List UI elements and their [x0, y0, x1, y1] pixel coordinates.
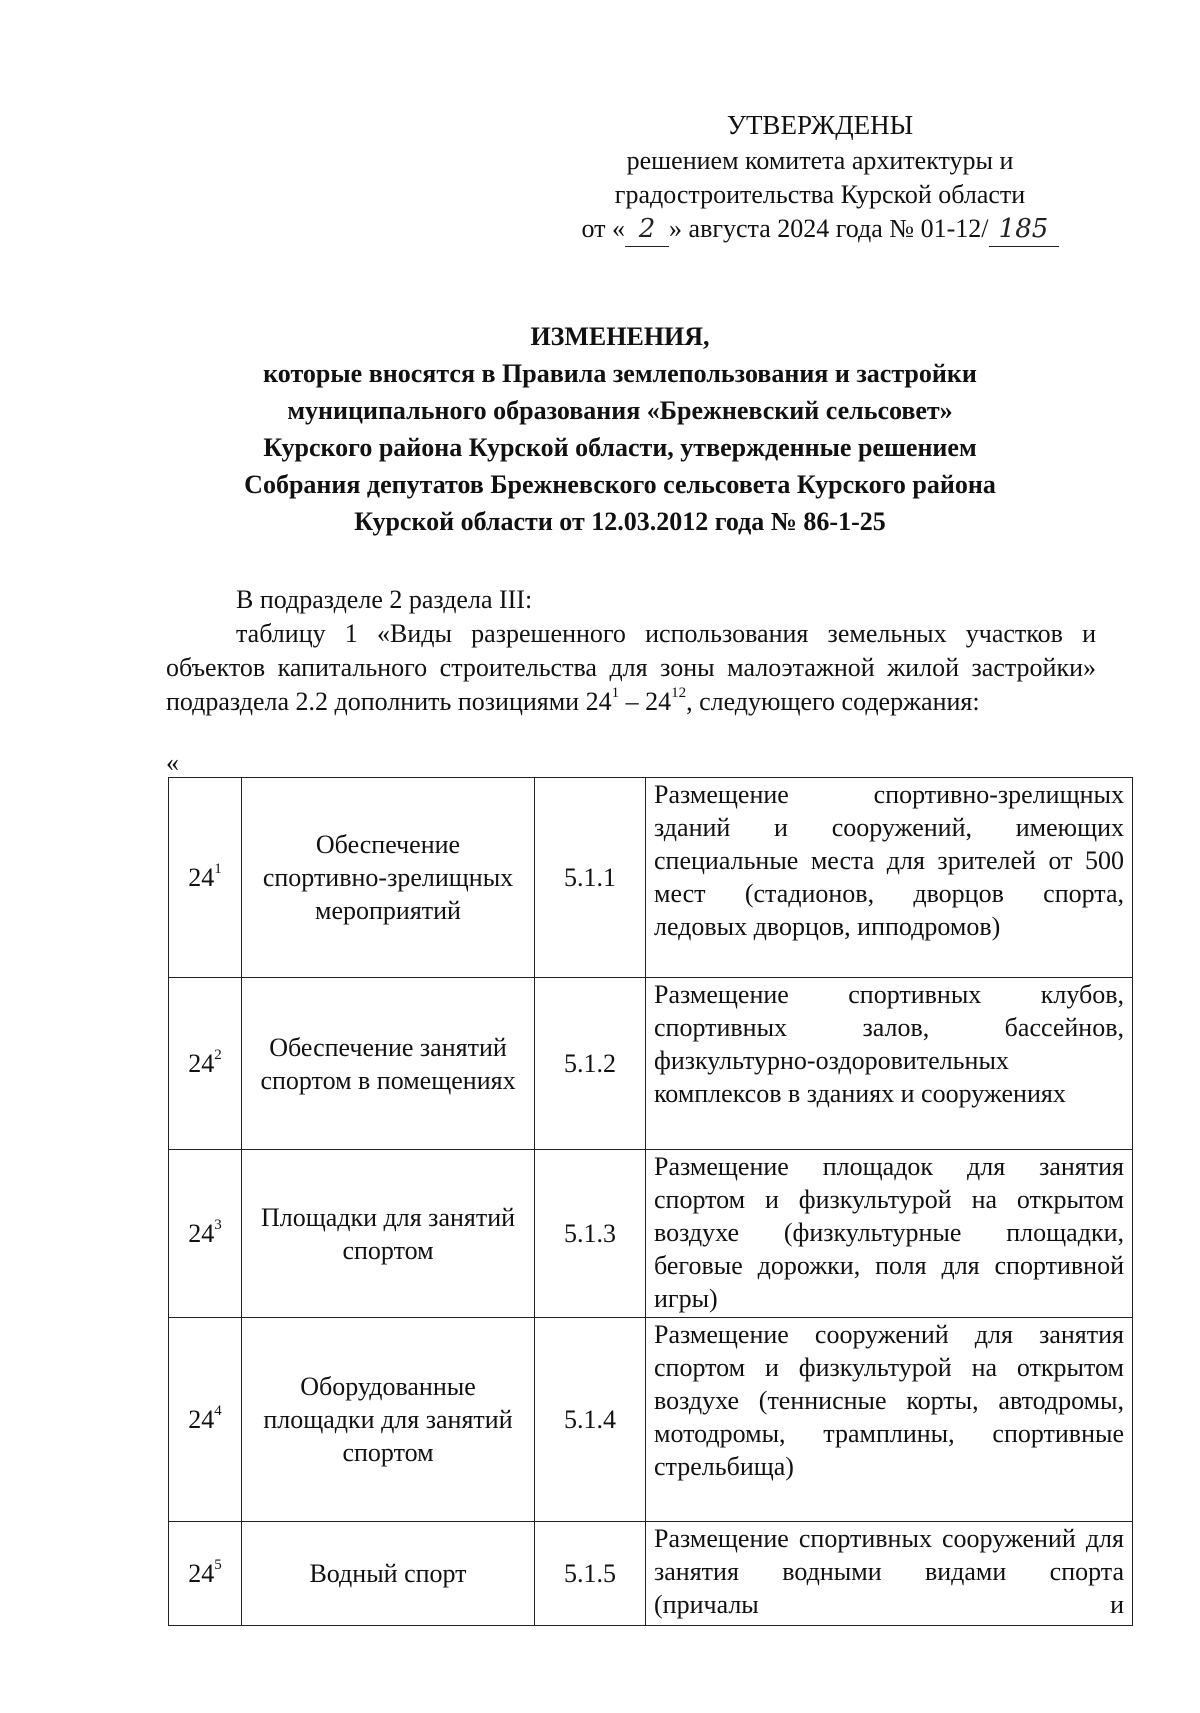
row-name: Оборудованные площадки для занятий спортом: [242, 1318, 535, 1522]
row-name: Водный спорт: [242, 1522, 535, 1626]
row-number: $24^5$: [169, 1522, 242, 1626]
paragraph-2-text-a: таблицу 1 «Виды разрешенного использования земельных участков и объектов капитального строительства для зоны малоэтажной жилой застройки» подраздела 2.2 дополнить позициями 24: [166, 619, 1096, 716]
document-title: [160, 318, 1080, 540]
handwritten-day: 2: [625, 212, 669, 247]
paragraph-2-text-b: – 24: [619, 687, 672, 716]
approval-block: [560, 108, 1080, 247]
date-middle: » августа 2024 года № 01-12/: [669, 214, 989, 243]
approval-date-line: [560, 212, 1080, 247]
row-code: 5.1.1: [535, 778, 646, 978]
row-code: 5.1.2: [535, 978, 646, 1150]
handwritten-number: 185: [989, 212, 1059, 247]
land-use-table: [168, 777, 1133, 1626]
table-row: [169, 978, 1133, 1150]
approval-heading: УТВЕРЖДЕНЫ: [726, 110, 914, 140]
date-prefix: от «: [581, 214, 626, 243]
row-description: Размещение спортивных сооружений для занятия водными видами спорта (причалы и: [646, 1522, 1133, 1626]
table-row: [169, 1522, 1133, 1626]
row-number: $24^4$: [169, 1318, 242, 1522]
title-line-2: которые вносятся в Правила землепользования и застройки: [263, 359, 977, 388]
superscript-12: 12: [671, 685, 687, 702]
superscript-1: 1: [611, 685, 620, 702]
row-number: $24^1$: [169, 778, 242, 978]
row-name: Площадки для занятий спортом: [242, 1150, 535, 1318]
approval-line-1: решением комитета архитектуры и: [626, 146, 1014, 175]
table-row: [169, 1150, 1133, 1318]
approval-line-2: градостроительства Курской области: [614, 180, 1026, 209]
row-description: Размещение площадок для занятия спортом и физкультурой на открытом воздухе (физкультурные площадки, беговые дорожки, поля для спортивной игры): [646, 1150, 1133, 1318]
open-quote: «: [166, 748, 179, 777]
table-row: [169, 778, 1133, 978]
title-line-1: ИЗМЕНЕНИЯ,: [530, 322, 710, 351]
row-code: 5.1.3: [535, 1150, 646, 1318]
row-description: Размещение спортивно-зрелищных зданий и сооружений, имеющих специальные места для зрителей от 500 мест (стадионов, дворцов спорта, ледовых дворцов, ипподромов): [646, 778, 1133, 978]
row-number: $24^3$: [169, 1150, 242, 1318]
title-line-3: муниципального образования «Брежневский сельсовет»: [287, 396, 953, 425]
row-code: 5.1.4: [535, 1318, 646, 1522]
row-description: Размещение спортивных клубов, спортивных залов, бассейнов, физкультурно-оздоровительных комплексов в зданиях и сооружениях: [646, 978, 1133, 1150]
title-line-6: Курской области от 12.03.2012 года № 86-1-25: [354, 507, 886, 536]
paragraph-1: В подразделе 2 раздела III:: [236, 585, 533, 614]
table-row: [169, 1318, 1133, 1522]
row-code: 5.1.5: [535, 1522, 646, 1626]
title-line-4: Курского района Курской области, утвержденные решением: [263, 433, 977, 462]
row-name: Обеспечение занятий спортом в помещениях: [242, 978, 535, 1150]
paragraph-2-text-c: , следующего содержания:: [686, 687, 980, 716]
row-description: Размещение сооружений для занятия спортом и физкультурой на открытом воздухе (теннисные корты, автодромы, мотодромы, трамплины, спортивные стрельбища): [646, 1318, 1133, 1522]
row-number: $24^2$: [169, 978, 242, 1150]
paragraph-2: [166, 617, 1096, 719]
title-line-5: Собрания депутатов Брежневского сельсовета Курского района: [244, 470, 996, 499]
row-name: Обеспечение спортивно-зрелищных мероприятий: [242, 778, 535, 978]
